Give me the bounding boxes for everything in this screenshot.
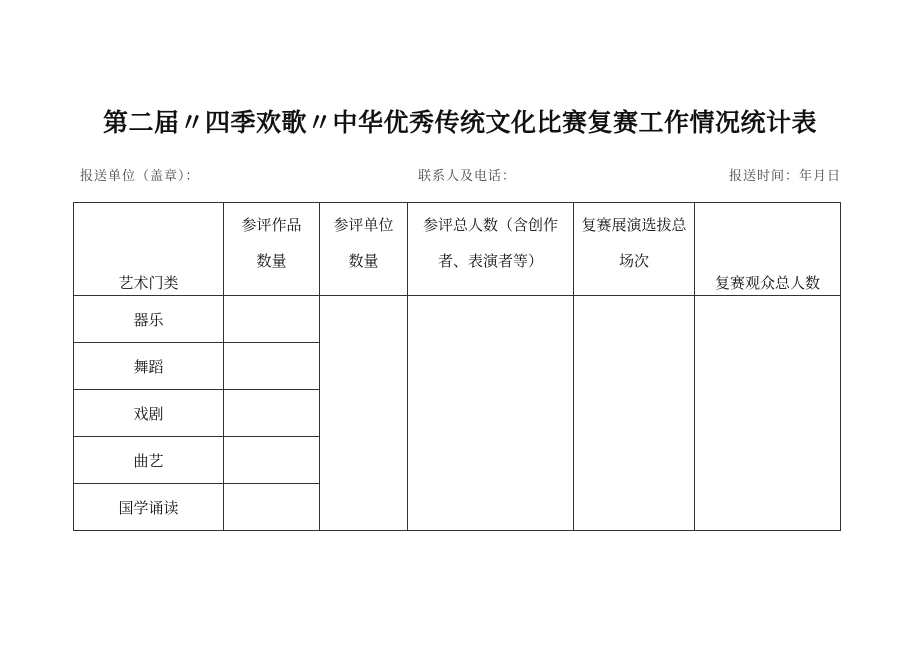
audience-total-cell[interactable] xyxy=(695,296,841,531)
reporting-time-label: 报送时间：年月日 xyxy=(729,169,842,184)
form-title: 第二届〃四季欢歌〃中华优秀传统文化比赛复赛工作情况统计表 xyxy=(102,108,817,137)
works-count-cell[interactable] xyxy=(224,390,320,437)
works-count-cell[interactable] xyxy=(224,437,320,484)
header-units-count: 参评单位 数量 xyxy=(320,203,408,296)
header-audience-total: 复赛观众总人数 xyxy=(695,203,841,296)
header-participants-total: 参评总人数（含创作 者、表演者等） xyxy=(408,203,574,296)
reporting-unit-label: 报送单位（盖章）： xyxy=(80,169,200,184)
header-works-count: 参评作品 数量 xyxy=(224,203,320,296)
participants-total-cell[interactable] xyxy=(408,296,574,531)
header-sessions-count: 复赛展演选拔总 场次 xyxy=(574,203,695,296)
category-cell: 国学诵读 xyxy=(74,484,224,531)
category-cell: 舞蹈 xyxy=(74,343,224,390)
sessions-count-cell[interactable] xyxy=(574,296,695,531)
statistics-table xyxy=(73,202,841,531)
category-cell: 曲艺 xyxy=(74,437,224,484)
works-count-cell[interactable] xyxy=(224,484,320,531)
works-count-cell[interactable] xyxy=(224,296,320,343)
category-cell: 戏剧 xyxy=(74,390,224,437)
units-count-cell[interactable] xyxy=(320,296,408,531)
header-art-category: 艺术门类 xyxy=(74,203,224,296)
works-count-cell[interactable] xyxy=(224,343,320,390)
contact-phone-label: 联系人及电话： xyxy=(418,169,517,184)
table-row xyxy=(74,296,841,343)
category-cell: 器乐 xyxy=(74,296,224,343)
table-header-row xyxy=(74,203,841,296)
